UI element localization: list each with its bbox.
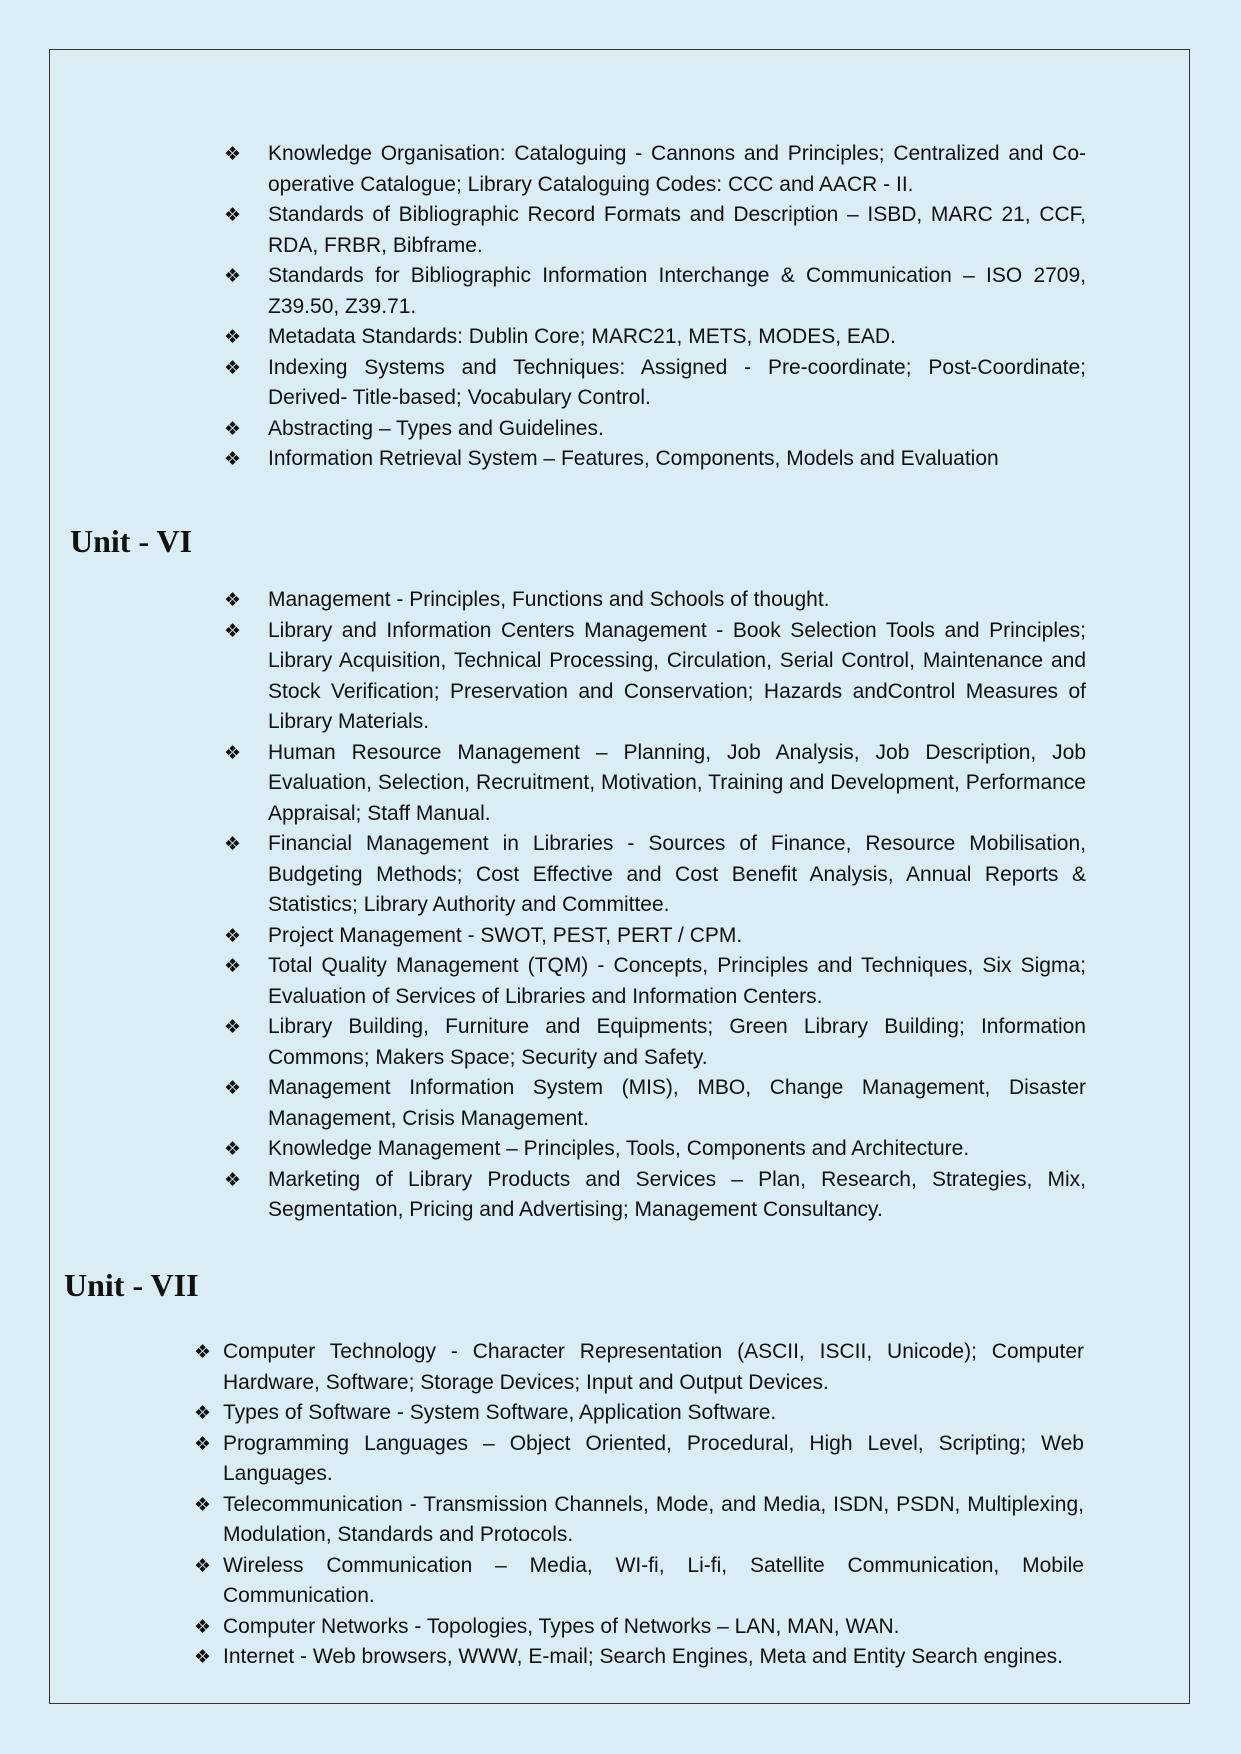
- list-item: [224, 414, 1086, 445]
- list-item-text: Computer Networks - Topologies, Types of Networks – LAN, MAN, WAN.: [223, 1614, 900, 1638]
- bullet-icon: ❖: [194, 1646, 212, 1668]
- list-item: [194, 1398, 1084, 1429]
- list-item: [224, 1165, 1086, 1226]
- bullet-icon: ❖: [194, 1341, 212, 1363]
- list-item: [194, 1490, 1084, 1551]
- list-item-text: Telecommunication - Transmission Channels, Mode, and Media, ISDN, PSDN, Multiplexing, Modulation, Standards and Protocols.: [223, 1492, 1084, 1546]
- unit-vii-heading: Unit - VII: [64, 1267, 199, 1303]
- list-item-text: Standards of Bibliographic Record Formats and Description – ISBD, MARC 21, CCF, RDA, FRBR, Bibframe.: [268, 203, 1086, 257]
- list-item-text: Indexing Systems and Techniques: Assigned - Pre-coordinate; Post-Coordinate; Derived- Title-based; Vocabulary Control.: [268, 355, 1086, 409]
- bullet-icon: ❖: [224, 265, 242, 287]
- bullet-icon: ❖: [224, 143, 242, 165]
- list-item-text: Metadata Standards: Dublin Core; MARC21, METS, MODES, EAD.: [268, 325, 896, 348]
- bullet-icon: ❖: [224, 417, 242, 440]
- bullet-icon: ❖: [224, 356, 242, 379]
- list-item-text: Project Management - SWOT, PEST, PERT / CPM.: [268, 923, 743, 947]
- list-item: [224, 444, 1086, 475]
- bullet-icon: ❖: [224, 741, 242, 764]
- list-item-text: Financial Management in Libraries - Sources of Finance, Resource Mobilisation, Budgeting Methods; Cost Effective and Cost Benefit Analysis, Annual Reports & Statistics; Library Authority and Committee.: [268, 832, 1086, 916]
- list-item: [224, 139, 1086, 200]
- bullet-icon: ❖: [224, 1138, 242, 1160]
- list-item-text: Abstracting – Types and Guidelines.: [268, 416, 604, 440]
- list-item: [224, 1134, 1086, 1165]
- bullet-icon: ❖: [194, 1554, 212, 1577]
- list-item: [194, 1642, 1084, 1673]
- bullet-icon: ❖: [224, 1168, 242, 1191]
- list-item-text: Marketing of Library Products and Services – Plan, Research, Strategies, Mix, Segmentation, Pricing and Advertising; Management Consultancy.: [268, 1167, 1086, 1221]
- list-item: [194, 1337, 1084, 1398]
- list-item: [194, 1551, 1084, 1612]
- list-item-text: Standards for Bibliographic Information Interchange & Communication – ISO 2709, Z39.50, Z39.71.: [268, 264, 1086, 318]
- bullet-icon: ❖: [224, 833, 242, 855]
- list-item: [224, 951, 1086, 1012]
- list-item-text: Total Quality Management (TQM) - Concepts, Principles and Techniques, Six Sigma; Evaluation of Services of Libraries and Information Centers.: [268, 954, 1086, 1008]
- list-item: [224, 738, 1086, 830]
- bullet-icon: ❖: [224, 955, 242, 977]
- list-item: [224, 353, 1086, 414]
- list-item: [224, 261, 1086, 322]
- unit-vi-heading: Unit - VI: [70, 523, 193, 559]
- unit-vii-list: [194, 1337, 1084, 1673]
- bullet-icon: ❖: [224, 326, 242, 348]
- list-item-text: Types of Software - System Software, Application Software.: [223, 1401, 777, 1424]
- list-item-text: Human Resource Management – Planning, Job Analysis, Job Description, Job Evaluation, Selection, Recruitment, Motivation, Training and Development, Performance Appraisal; Staff Manual.: [268, 740, 1086, 825]
- list-item: [224, 829, 1086, 921]
- list-item-text: Library Building, Furniture and Equipments; Green Library Building; Information Commons; Makers Space; Security and Safety.: [268, 1015, 1086, 1069]
- list-item: [224, 200, 1086, 261]
- bullet-icon: ❖: [194, 1402, 212, 1424]
- section1-list: [224, 139, 1086, 475]
- list-item-text: Knowledge Management – Principles, Tools, Components and Architecture.: [268, 1137, 970, 1160]
- unit-vi-list: [224, 585, 1086, 1226]
- list-item: [224, 1012, 1086, 1073]
- list-item: [194, 1612, 1084, 1643]
- list-item-text: Programming Languages – Object Oriented, Procedural, High Level, Scripting; Web Languages.: [223, 1431, 1084, 1485]
- bullet-icon: ❖: [224, 1016, 242, 1038]
- bullet-icon: ❖: [194, 1615, 212, 1638]
- list-item: [224, 616, 1086, 738]
- bullet-icon: ❖: [224, 448, 242, 470]
- list-item: [194, 1429, 1084, 1490]
- bullet-icon: ❖: [194, 1432, 212, 1455]
- bullet-icon: ❖: [194, 1493, 212, 1516]
- bullet-icon: ❖: [224, 1077, 242, 1099]
- list-item: [224, 921, 1086, 952]
- list-item-text: Computer Technology - Character Representation (ASCII, ISCII, Unicode); Computer Hardware, Software; Storage Devices; Input and Output Devices.: [223, 1340, 1084, 1394]
- list-item: [224, 585, 1086, 616]
- bullet-icon: ❖: [224, 204, 242, 226]
- list-item-text: Library and Information Centers Management - Book Selection Tools and Principles; Library Acquisition, Technical Processing, Circulation, Serial Control, Maintenance and Stock Verification; Preservation and Conservation; Hazards andControl Measures of Library Materials.: [268, 618, 1086, 733]
- bullet-icon: ❖: [224, 924, 242, 947]
- list-item-text: Wireless Communication – Media, WI-fi, Li-fi, Satellite Communication, Mobile Communication.: [223, 1553, 1084, 1607]
- list-item-text: Management - Principles, Functions and Schools of thought.: [268, 588, 830, 611]
- bullet-icon: ❖: [224, 589, 242, 611]
- list-item: [224, 1073, 1086, 1134]
- bullet-icon: ❖: [224, 619, 242, 642]
- list-item: [224, 322, 1086, 353]
- list-item-text: Knowledge Organisation: Cataloguing - Cannons and Principles; Centralized and Co-operative Catalogue; Library Cataloguing Codes: CCC and AACR - II.: [268, 142, 1086, 196]
- list-item-text: Management Information System (MIS), MBO, Change Management, Disaster Management, Crisis Management.: [268, 1076, 1086, 1130]
- list-item-text: Information Retrieval System – Features, Components, Models and Evaluation: [268, 447, 999, 470]
- list-item-text: Internet - Web browsers, WWW, E-mail; Search Engines, Meta and Entity Search engines.: [223, 1645, 1063, 1668]
